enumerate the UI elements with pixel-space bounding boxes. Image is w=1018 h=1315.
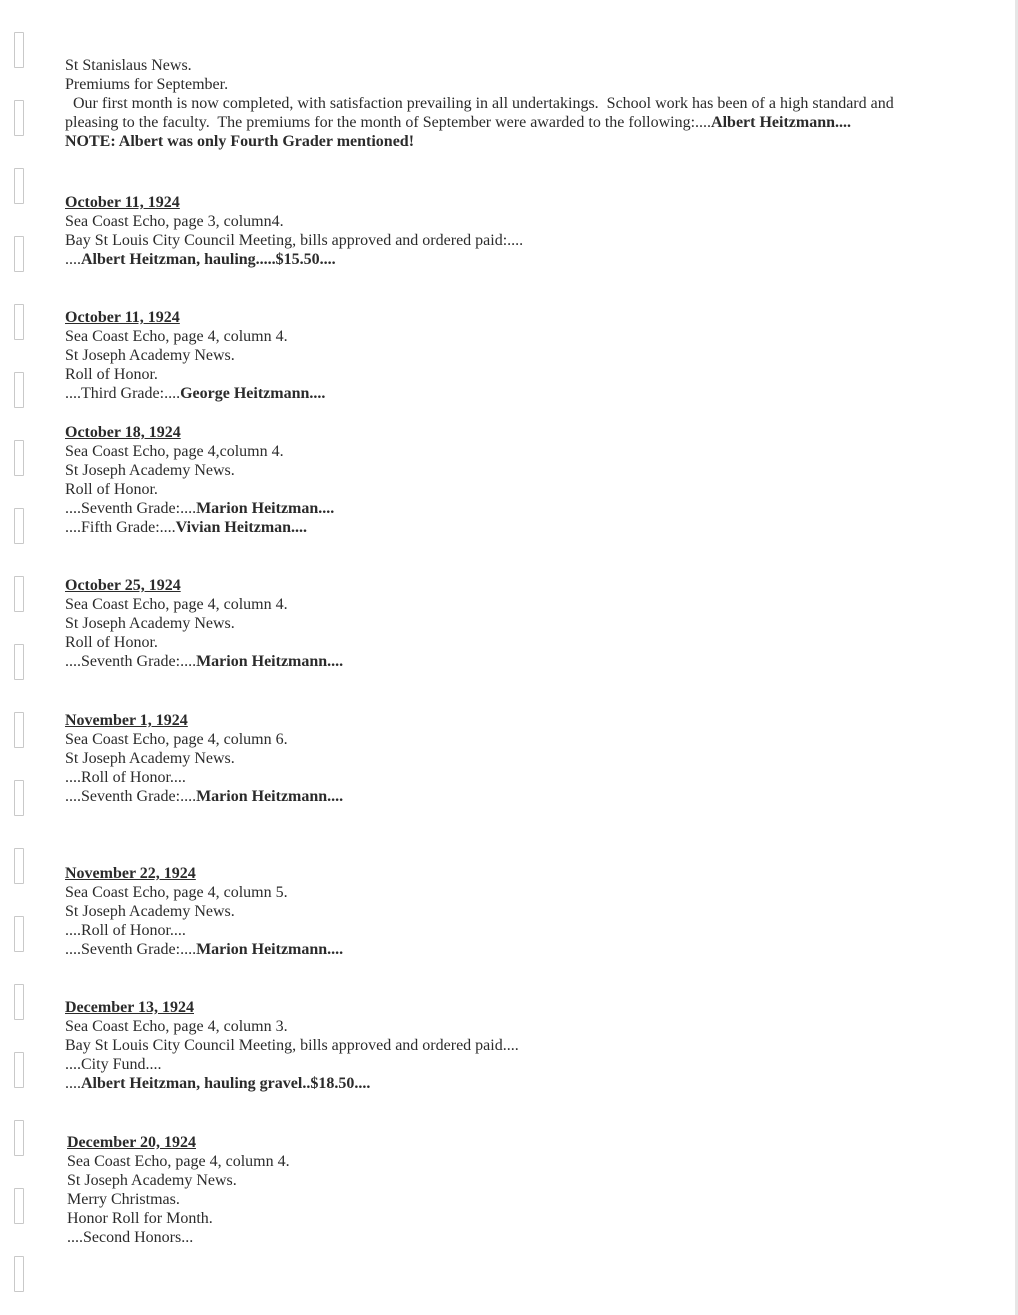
intro-heading: St Stanislaus News. xyxy=(65,57,192,74)
entry-line-text: ....Third Grade:.... xyxy=(65,385,181,402)
entry-line: Sea Coast Echo, page 4, column 4. xyxy=(65,596,288,613)
entry-line: Bay St Louis City Council Meeting, bills approved and ordered paid.... xyxy=(65,1037,519,1054)
punch-hole xyxy=(14,576,24,612)
entry-5 xyxy=(65,864,945,959)
entry-line: Bay St Louis City Council Meeting, bills approved and ordered paid:.... xyxy=(65,232,524,249)
entry-1 xyxy=(65,308,945,403)
entry-line xyxy=(65,499,945,518)
entry-line xyxy=(65,652,945,671)
punch-hole xyxy=(14,1120,24,1156)
entry-line: St Joseph Academy News. xyxy=(65,347,235,364)
entry-line: Sea Coast Echo, page 4, column 5. xyxy=(65,884,288,901)
entry-line-text: ....Fifth Grade:.... xyxy=(65,519,176,536)
entry-date: November 22, 1924 xyxy=(65,865,196,882)
intro-section xyxy=(65,56,945,151)
intro-paragraph-text: Our first month is now completed, with satisfaction prevailing in all undertakings. School work has been of a high standard and pleasing to the faculty. The premiums for the month of September were awarded to the following:.... xyxy=(65,95,898,131)
entry-line: ....Second Honors... xyxy=(67,1229,194,1246)
entry-2 xyxy=(65,423,945,537)
entry-6 xyxy=(65,998,945,1093)
entry-line: Roll of Honor. xyxy=(65,366,158,383)
entry-line-text: ....Seventh Grade:.... xyxy=(65,653,197,670)
entry-line: St Joseph Academy News. xyxy=(67,1172,237,1189)
entry-line: Merry Christmas. xyxy=(67,1191,180,1208)
entry-line xyxy=(65,518,945,537)
intro-paragraph-bold: Albert Heitzmann.... xyxy=(711,114,852,131)
entry-line-bold: Albert Heitzman, hauling gravel..$18.50.... xyxy=(81,1075,371,1092)
entry-line xyxy=(65,384,945,403)
entry-line: St Joseph Academy News. xyxy=(65,903,235,920)
intro-subheading: Premiums for September. xyxy=(65,76,229,93)
entry-line-text: .... xyxy=(65,1075,81,1092)
entry-line: Sea Coast Echo, page 4,column 4. xyxy=(65,443,284,460)
entry-line-text: ....Seventh Grade:.... xyxy=(65,941,197,958)
entry-line-bold: Marion Heitzmann.... xyxy=(196,788,344,805)
entry-line: Roll of Honor. xyxy=(65,481,158,498)
entry-line xyxy=(65,940,945,959)
punch-hole xyxy=(14,644,24,680)
entry-line: ....Roll of Honor.... xyxy=(65,922,186,939)
punch-hole xyxy=(14,1188,24,1224)
entry-line xyxy=(65,787,945,806)
entry-date: November 1, 1924 xyxy=(65,712,188,729)
entry-line-bold: Albert Heitzman, hauling.....$15.50.... xyxy=(81,251,336,268)
punch-hole xyxy=(14,780,24,816)
entry-line-text: .... xyxy=(65,251,81,268)
punch-hole xyxy=(14,984,24,1020)
punch-hole xyxy=(14,372,24,408)
entry-line xyxy=(65,250,945,269)
entry-line-bold: Vivian Heitzman.... xyxy=(175,519,308,536)
punch-hole xyxy=(14,168,24,204)
binder-punch-holes xyxy=(8,0,38,1315)
entry-line: Sea Coast Echo, page 4, column 4. xyxy=(65,328,288,345)
entry-line: St Joseph Academy News. xyxy=(65,462,235,479)
entry-line: ....City Fund.... xyxy=(65,1056,162,1073)
entry-line-text: ....Seventh Grade:.... xyxy=(65,788,197,805)
entry-line: St Joseph Academy News. xyxy=(65,750,235,767)
punch-hole xyxy=(14,916,24,952)
punch-hole xyxy=(14,848,24,884)
punch-hole xyxy=(14,1256,24,1292)
entry-date: October 11, 1924 xyxy=(65,194,180,211)
entry-3 xyxy=(65,576,945,671)
entry-line-bold: Marion Heitzmann.... xyxy=(196,653,344,670)
intro-note xyxy=(65,132,945,151)
punch-hole xyxy=(14,304,24,340)
entry-4 xyxy=(65,711,945,806)
entry-date: December 20, 1924 xyxy=(67,1134,196,1151)
entry-0 xyxy=(65,193,945,269)
entry-line: Roll of Honor. xyxy=(65,634,158,651)
entry-7 xyxy=(67,1133,947,1247)
entry-line-bold: Marion Heitzmann.... xyxy=(196,941,344,958)
intro-note-text: NOTE: Albert was only Fourth Grader mentioned! xyxy=(65,133,415,150)
entry-date: October 11, 1924 xyxy=(65,309,180,326)
entry-line-bold: Marion Heitzman.... xyxy=(196,500,335,517)
entry-line-text: ....Seventh Grade:.... xyxy=(65,500,197,517)
entry-line xyxy=(65,1074,945,1093)
entry-line-bold: George Heitzmann.... xyxy=(180,385,326,402)
punch-hole xyxy=(14,712,24,748)
punch-hole xyxy=(14,508,24,544)
punch-hole xyxy=(14,32,24,68)
entry-line: Sea Coast Echo, page 4, column 4. xyxy=(67,1153,290,1170)
punch-hole xyxy=(14,236,24,272)
punch-hole xyxy=(14,1052,24,1088)
entry-date: October 18, 1924 xyxy=(65,424,181,441)
entry-line: Sea Coast Echo, page 4, column 6. xyxy=(65,731,288,748)
entry-line: Sea Coast Echo, page 3, column4. xyxy=(65,213,284,230)
entry-line: Sea Coast Echo, page 4, column 3. xyxy=(65,1018,288,1035)
punch-hole xyxy=(14,440,24,476)
intro-paragraph xyxy=(65,94,945,132)
punch-hole xyxy=(14,100,24,136)
entry-date: December 13, 1924 xyxy=(65,999,194,1016)
entry-line: ....Roll of Honor.... xyxy=(65,769,186,786)
entry-line: St Joseph Academy News. xyxy=(65,615,235,632)
entry-date: October 25, 1924 xyxy=(65,577,181,594)
entry-line: Honor Roll for Month. xyxy=(67,1210,213,1227)
